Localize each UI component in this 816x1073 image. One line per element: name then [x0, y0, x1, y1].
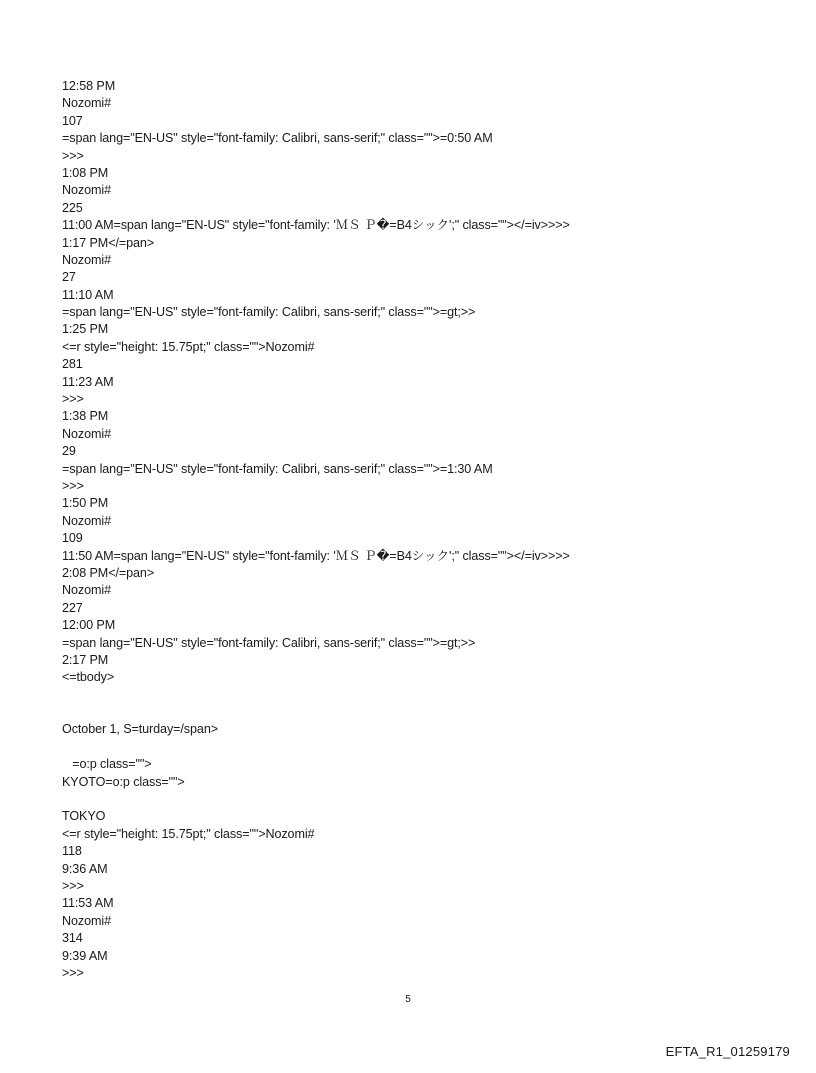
schedule-lines-bottom — [62, 808, 782, 982]
schedule-lines-top — [62, 78, 782, 687]
text-line: 9:39 AM — [62, 948, 108, 963]
text-line: 12:58 PM — [62, 79, 116, 93]
document-body — [62, 78, 782, 982]
text-line: Nozomi# — [62, 183, 111, 198]
blank-line — [62, 791, 782, 808]
text-line: 9:36 AM — [62, 861, 108, 876]
text-line: 2:08 PM</=pan> — [62, 565, 155, 580]
text-line: Nozomi# — [62, 513, 111, 528]
blank-line — [62, 704, 782, 721]
text-line: =span lang="EN-US" style="font-family: Calibri, sans-serif;" class="">=gt;>> — [62, 635, 476, 650]
page-number: 5 — [405, 994, 411, 1005]
text-line: =span lang="EN-US" style="font-family: Calibri, sans-serif;" class="">=1:30 AM — [62, 461, 493, 476]
date-heading: October 1, S=turday=/span> — [62, 722, 218, 737]
text-line: >>> — [62, 478, 84, 493]
text-line: <=tbody> — [62, 670, 115, 685]
blank-line — [62, 739, 782, 756]
text-line: 11:00 AM=span lang="EN-US" style="font-family: 'ＭＳ Ｐ�=B4シック';" class=""></=iv>>>> — [62, 218, 570, 233]
text-line: Nozomi# — [62, 913, 111, 928]
text-line: =span lang="EN-US" style="font-family: Calibri, sans-serif;" class="">=0:50 AM — [62, 131, 493, 146]
text-line: 227 — [62, 600, 83, 615]
text-line: 2:17 PM — [62, 652, 109, 667]
text-line: =span lang="EN-US" style="font-family: Calibri, sans-serif;" class="">=gt;>> — [62, 305, 476, 320]
blank-line — [62, 687, 782, 704]
text-line: 1:17 PM</=pan> — [62, 235, 155, 250]
text-line: 11:23 AM — [62, 374, 114, 389]
text-line: 1:25 PM — [62, 322, 109, 337]
text-line: >>> — [62, 965, 84, 980]
text-line: 107 — [62, 113, 83, 128]
text-line: TOKYO — [62, 809, 106, 824]
kyoto-line: KYOTO=o:p class=""> — [62, 774, 185, 789]
text-line: >>> — [62, 148, 84, 163]
text-line: 118 — [62, 844, 82, 859]
text-line: 1:08 PM — [62, 165, 109, 180]
text-line: 109 — [62, 531, 83, 546]
text-line: 314 — [62, 931, 83, 946]
text-line: Nozomi# — [62, 252, 111, 267]
text-line: 11:53 AM — [62, 896, 114, 911]
text-line: Nozomi# — [62, 426, 111, 441]
text-line: <=r style="height: 15.75pt;" class="">Nozomi# — [62, 826, 315, 841]
text-line: 225 — [62, 200, 83, 215]
text-line: 1:38 PM — [62, 409, 109, 424]
text-line: 12:00 PM — [62, 618, 116, 633]
text-line: 11:50 AM=span lang="EN-US" style="font-family: 'ＭＳ Ｐ�=B4シック';" class=""></=iv>>>> — [62, 548, 570, 563]
text-line: 11:10 AM — [62, 287, 114, 302]
text-line: Nozomi# — [62, 96, 111, 111]
text-line: 29 — [62, 444, 76, 459]
text-line: 27 — [62, 270, 76, 285]
text-line: Nozomi# — [62, 583, 111, 598]
text-line: 281 — [62, 357, 83, 372]
text-line: <=r style="height: 15.75pt;" class="">Nozomi# — [62, 339, 315, 354]
text-line: 1:50 PM — [62, 496, 109, 511]
text-line: >>> — [62, 392, 84, 407]
text-line: >>> — [62, 878, 84, 893]
op-line: =o:p class=""> — [62, 757, 152, 772]
document-id: EFTA_R1_01259179 — [665, 1044, 790, 1059]
